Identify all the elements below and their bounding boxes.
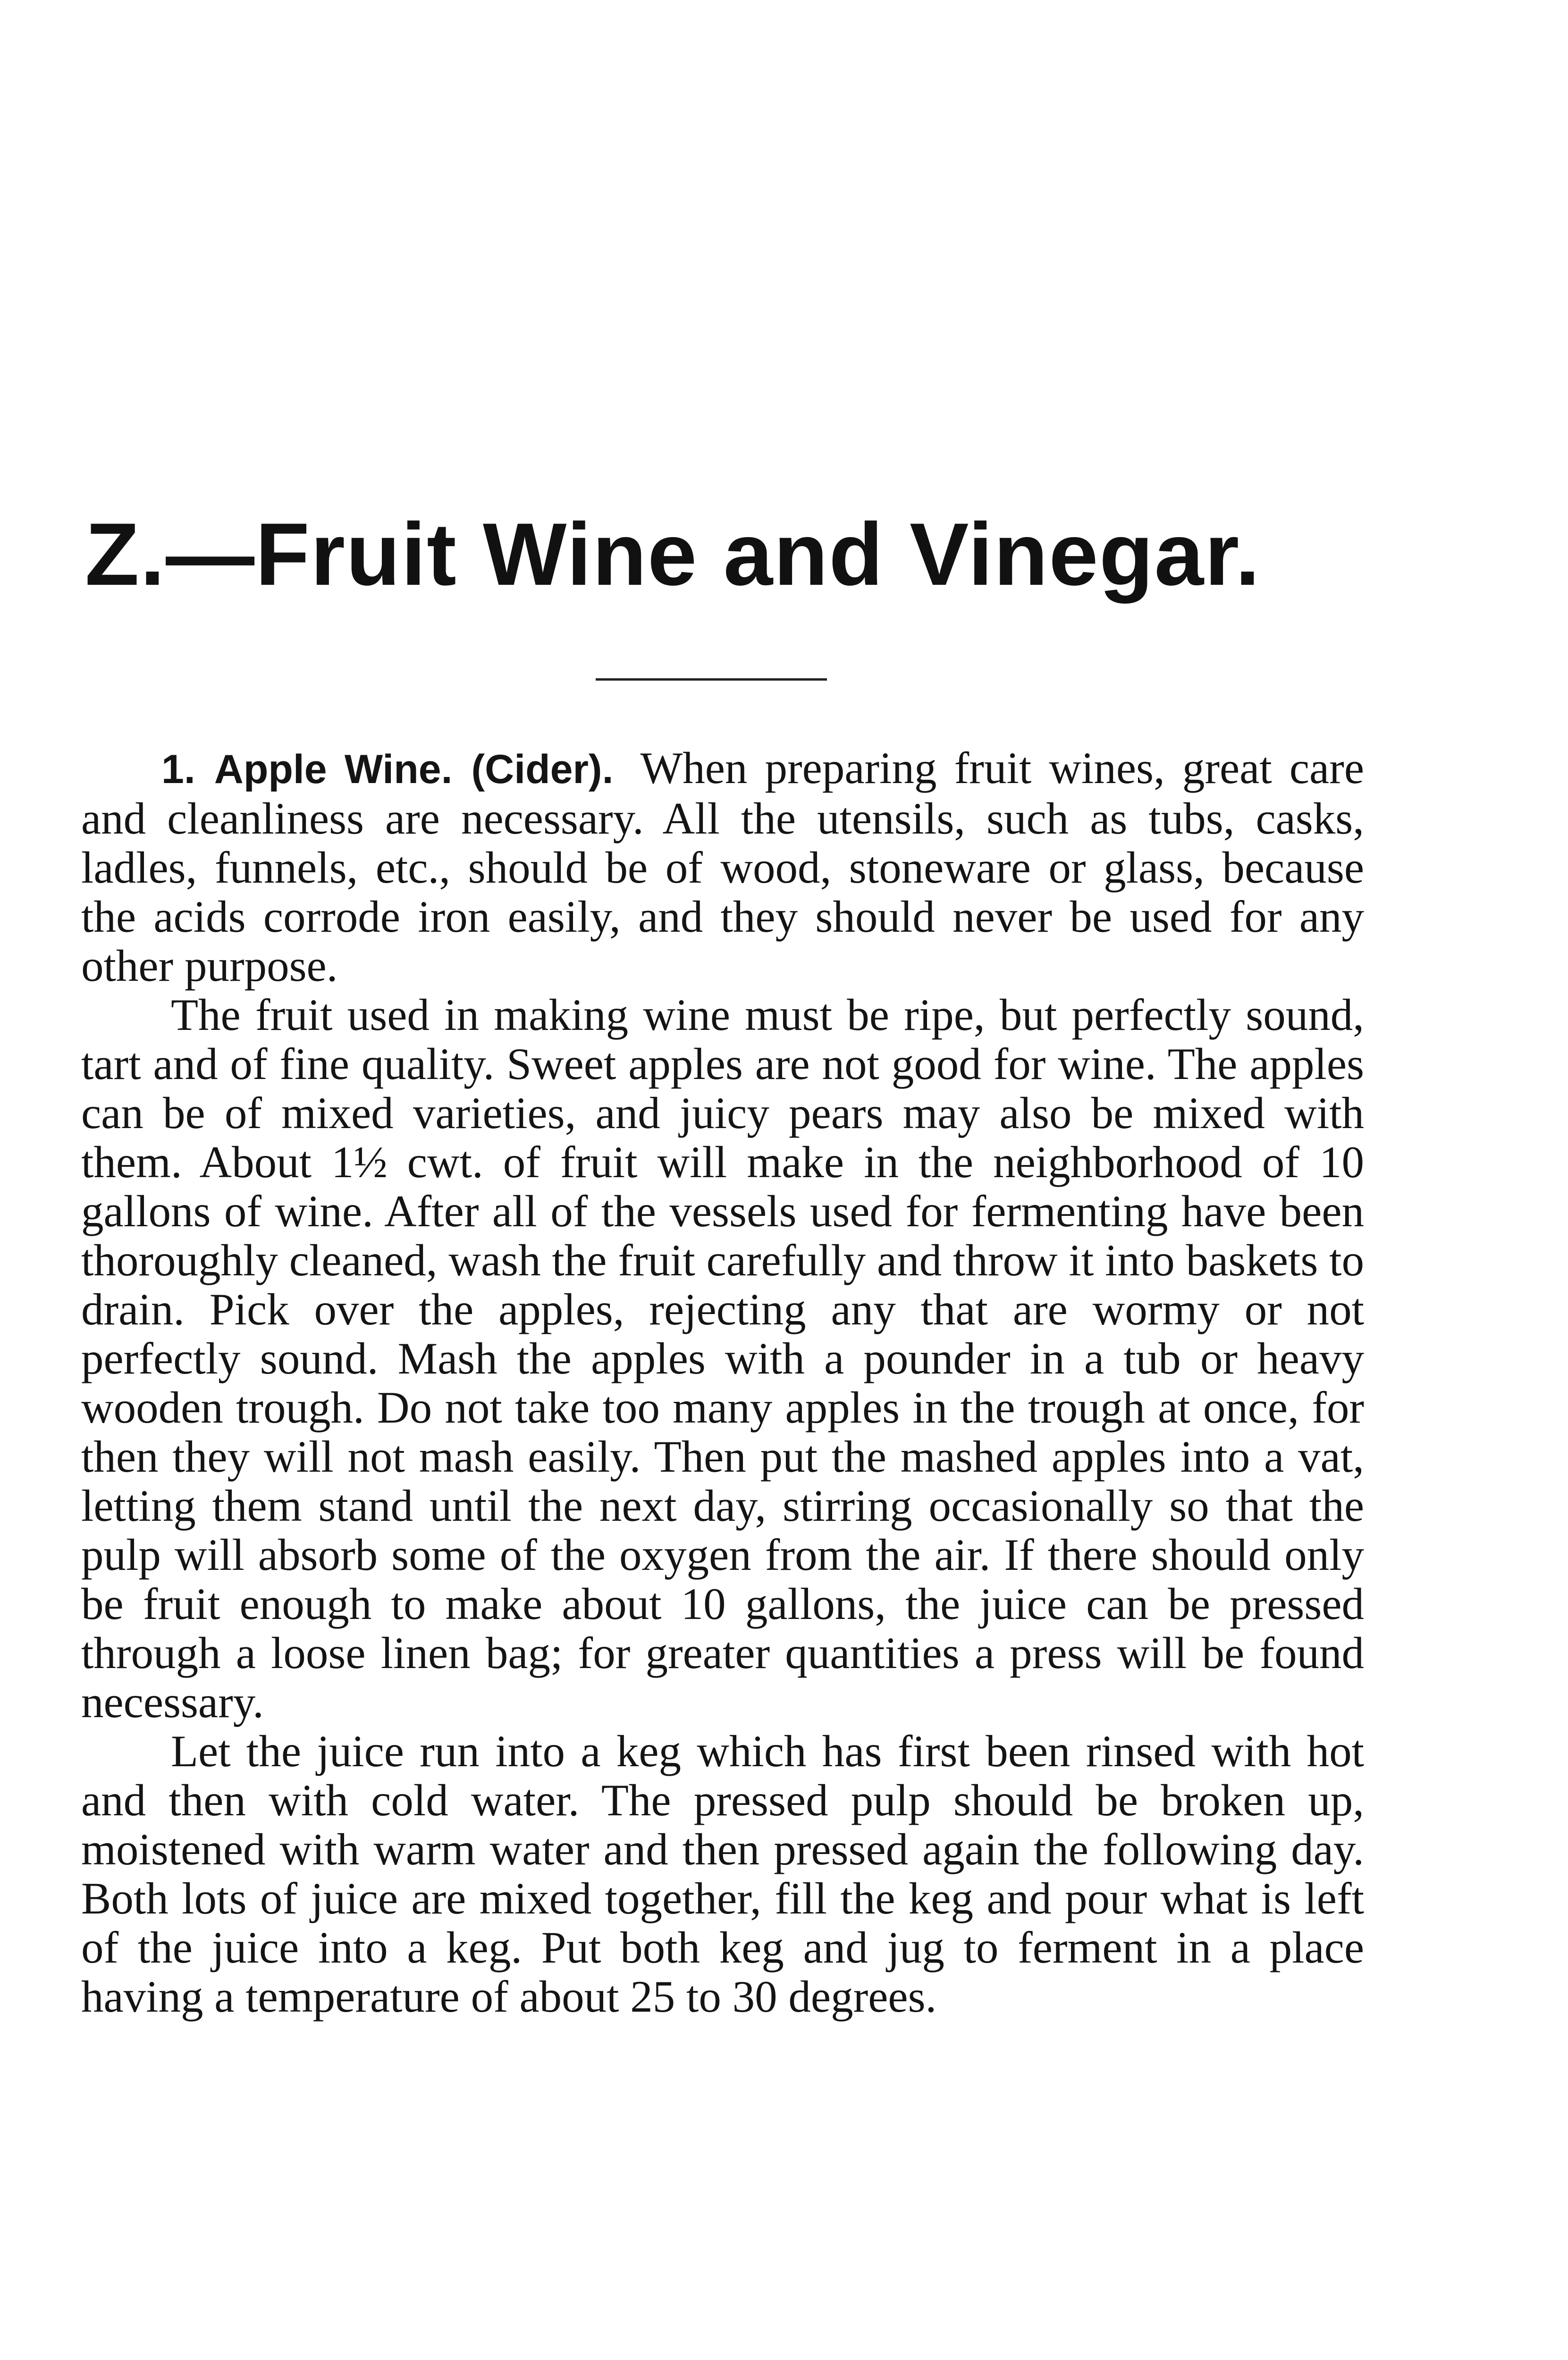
recipe-number: 1. (161, 747, 195, 792)
recipe-first-paragraph (81, 743, 1364, 990)
recipe-subtitle: (Cider). (471, 747, 614, 792)
body-paragraph: Let the juice run into a keg which has first been rinsed with hot and then with cold water. The pressed pulp should be broken up, moistened with warm water and then pressed again the following day. Both lots of juice are mixed together, fill the keg and pour what is left of the juice into a keg. Put both keg and jug to ferment in a place having a temperature of about 25 to 30 degrees. (81, 1726, 1364, 2022)
title-divider (596, 678, 827, 681)
recipe-title: Apple Wine. (214, 747, 453, 792)
body-paragraph: The fruit used in making wine must be ripe, but perfectly sound, tart and of fine quality. Sweet apples are not good for wine. The apples can be of mixed varieties, and juicy pears may also be mixed with them. About 1½ cwt. of fruit will make in the neighborhood of 10 gallons of wine. After all of the vessels used for fermenting have been thoroughly cleaned, wash the fruit carefully and throw it into baskets to drain. Pick over the apples, rejecting any that are wormy or not perfectly sound. Mash the apples with a pounder in a tub or heavy wooden trough. Do not take too many apples in the trough at once, for then they will not mash easily. Then put the mashed apples into a vat, letting them stand until the next day, stirring occasionally so that the pulp will absorb some of the oxygen from the air. If there should only be fruit enough to make about 10 gallons, the juice can be pressed through a loose linen bag; for greater quantities a press will be found necessary. (81, 990, 1364, 1727)
chapter-title: Z.—Fruit Wine and Vinegar. (85, 505, 1261, 604)
recipe-body (81, 743, 1364, 2021)
recipe-lead-text: When preparing fruit wines, great care and cleanliness are necessary. All the utensils, such as tubs, casks, ladles, funnels, etc., should be of wood, stoneware or glass, because the acids corrode iron easily, and they should never be used for any other purpose. (81, 743, 1364, 991)
